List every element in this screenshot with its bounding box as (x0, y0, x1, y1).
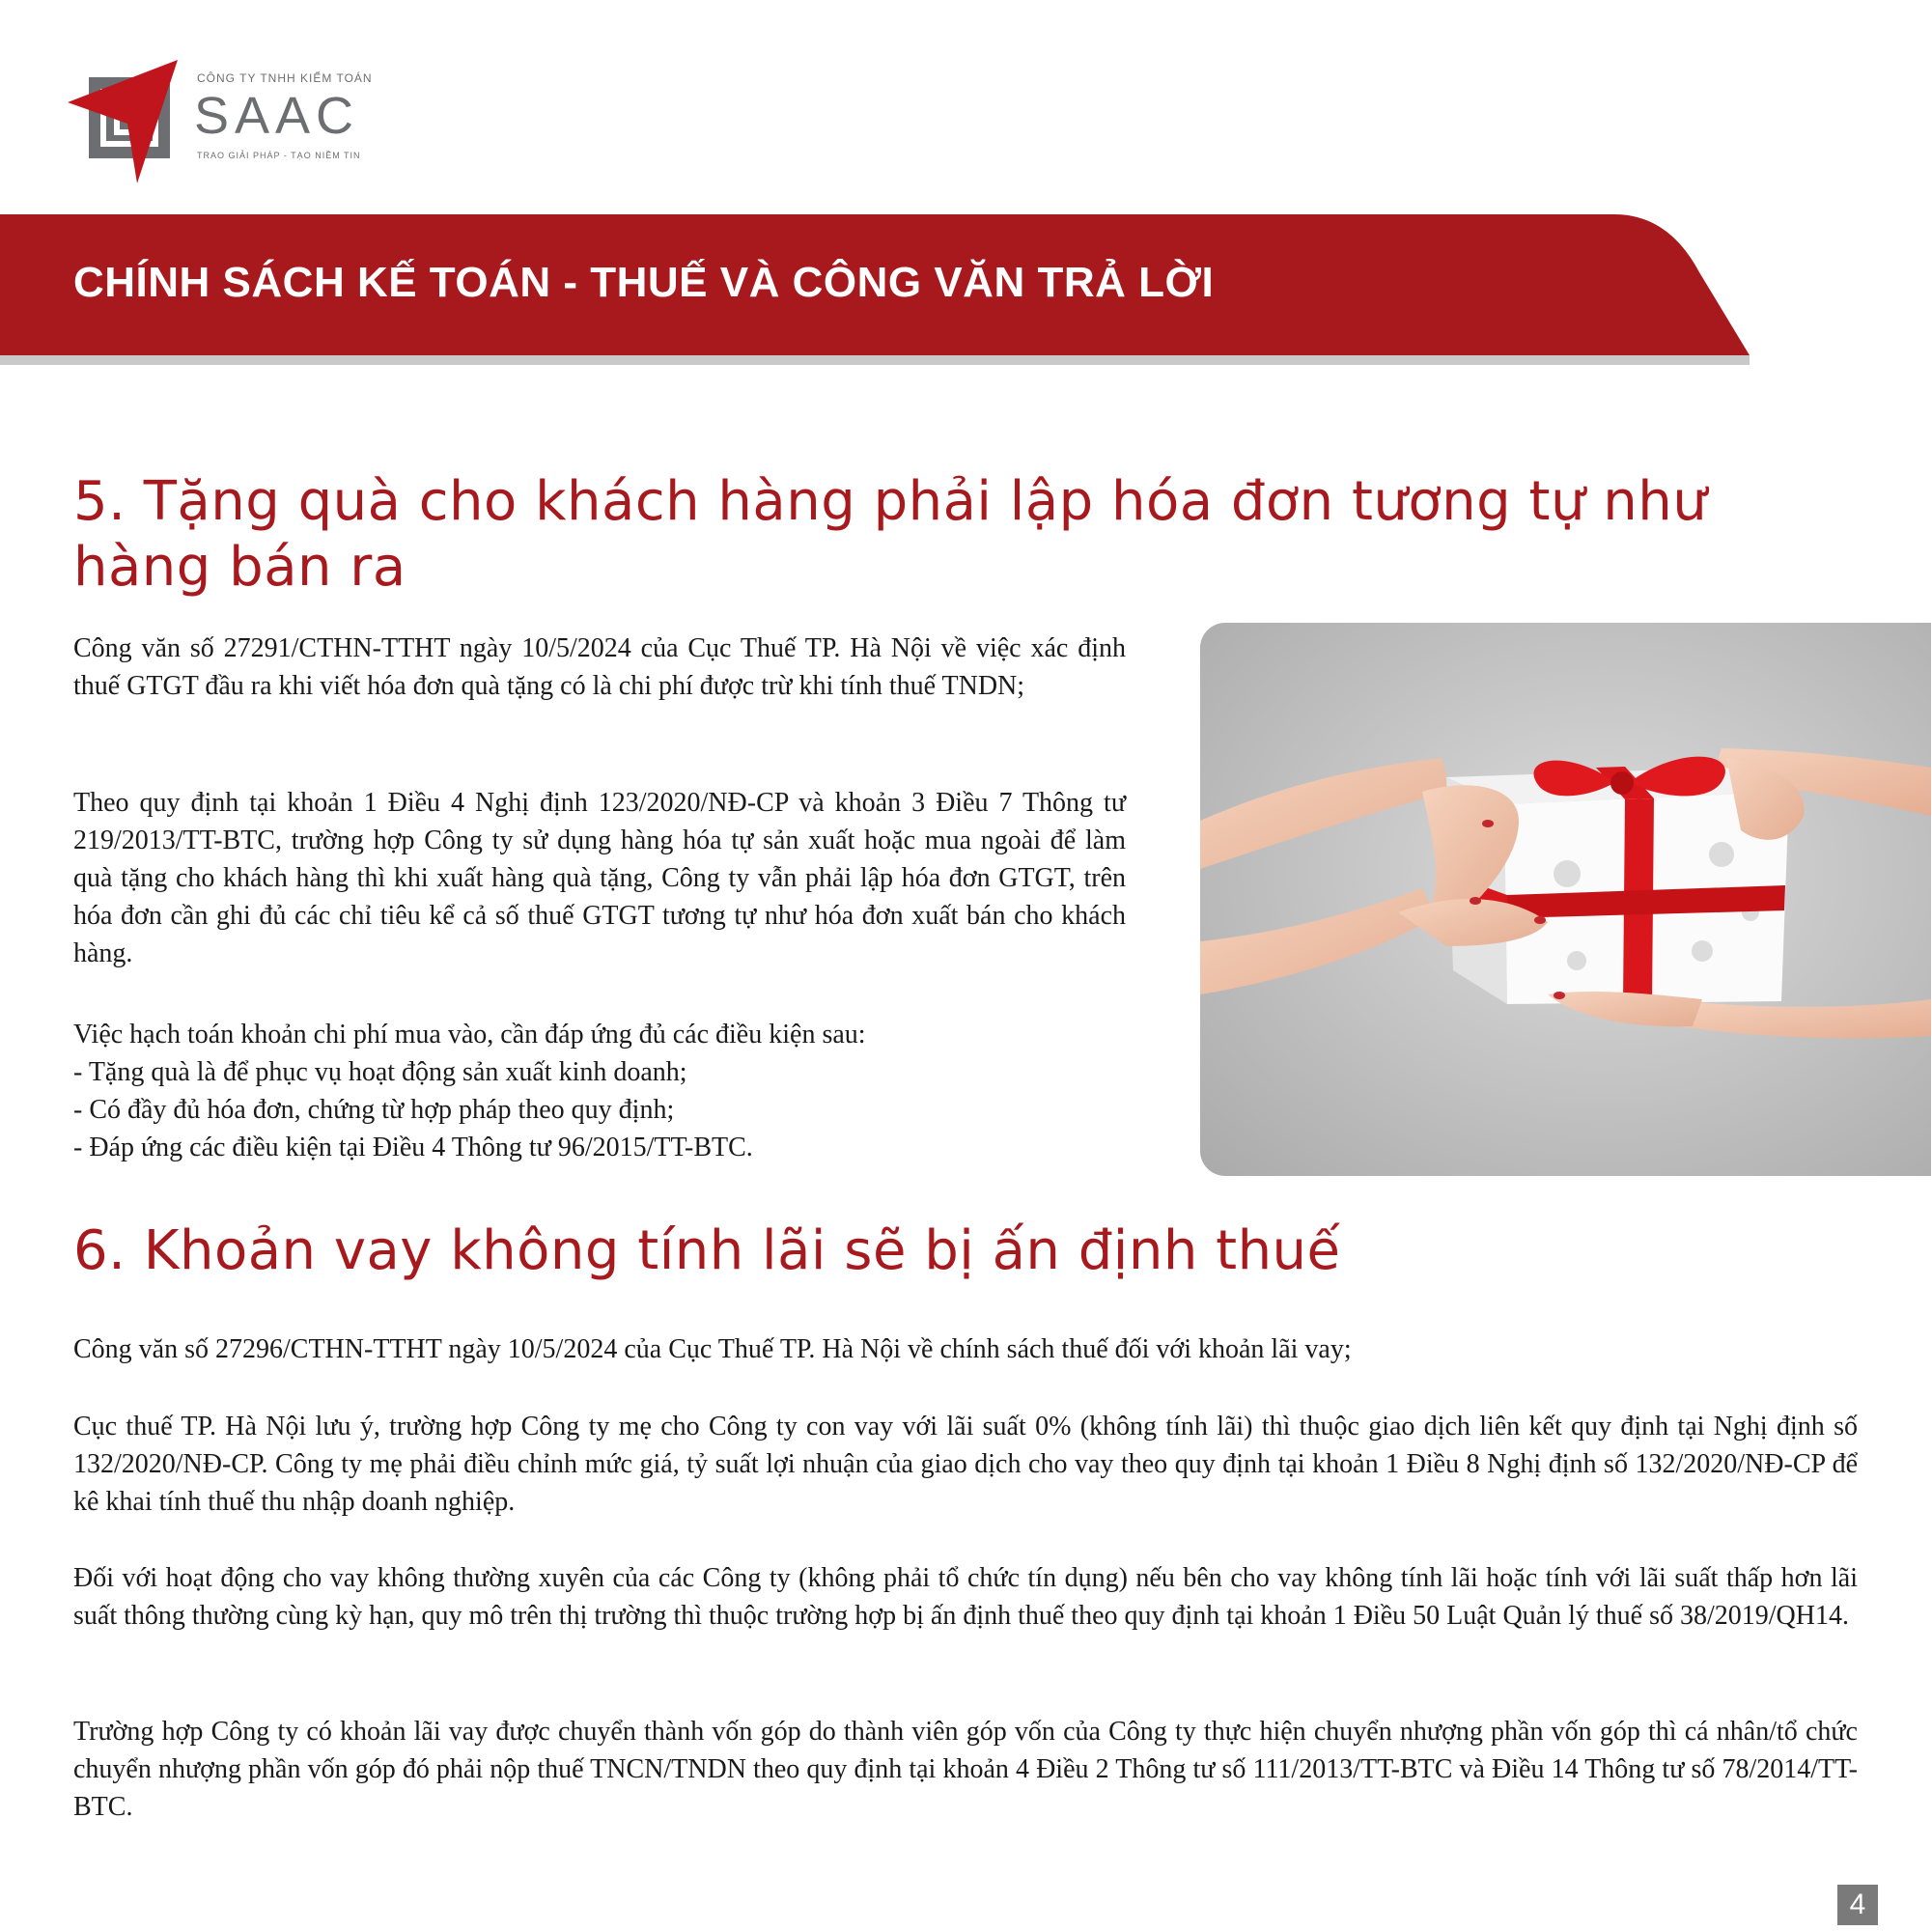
section-6-paragraph-2: Cục thuế TP. Hà Nội lưu ý, trường hợp Công ty mẹ cho Công ty con vay với lãi suất 0% (không tính lãi) thì thuộc giao dịch liên kết quy định tại Nghị định số 132/2020/NĐ-CP. Công ty mẹ phải điều chỉnh mức giá, tỷ suất lợi nhuận của giao dịch cho vay theo quy định tại khoản 1 Điều 8 Nghị định số 132/2020/NĐ-CP để kê khai tính thuế thu nhập doanh nghiệp. (73, 1412, 1858, 1517)
gift-handover-photo (1200, 623, 1931, 1176)
page-number: 4 (1837, 1885, 1878, 1925)
section-5-paragraph-2: Theo quy định tại khoản 1 Điều 4 Nghị định 123/2020/NĐ-CP và khoản 3 Điều 7 Thông tư 219/2013/TT-BTC, trường hợp Công ty sử dụng hàng hóa tự sản xuất hoặc mua ngoài để làm quà tặng cho khách hàng thì khi xuất hàng quà tặng, Công ty vẫn phải lập hóa đơn GTGT, trên hóa đơn cần ghi đủ các chỉ tiêu kể cả số thuế GTGT tương tự như hóa đơn xuất bán cho khách hàng. (73, 788, 1126, 968)
logo-name: SAAC (194, 87, 360, 145)
conditions-intro: Việc hạch toán khoản chi phí mua vào, cần đáp ứng đủ các điều kiện sau: (73, 1020, 866, 1049)
list-item: - Tặng quà là để phục vụ hoạt động sản xuất kinh doanh; (73, 1057, 687, 1087)
header-banner (0, 214, 1757, 369)
section-6-heading: 6. Khoản vay không tính lãi sẽ bị ấn định thuế (73, 1219, 1341, 1282)
saac-logo-mark-icon (68, 60, 193, 185)
banner-title: CHÍNH SÁCH KẾ TOÁN - THUẾ VÀ CÔNG VĂN TRẢ LỜI (73, 259, 1215, 306)
section-5-paragraph-1: Công văn số 27291/CTHN-TTHT ngày 10/5/2024 của Cục Thuế TP. Hà Nội về việc xác định thuế GTGT đầu ra khi viết hóa đơn quà tặng có là chi phí được trừ khi tính thuế TNDN; (73, 633, 1126, 701)
logo-tagline: TRAO GIẢI PHÁP - TẠO NIỀM TIN (197, 151, 361, 160)
list-item: - Đáp ứng các điều kiện tại Điều 4 Thông tư 96/2015/TT-BTC. (73, 1133, 753, 1162)
company-logo (68, 60, 386, 185)
section-6-paragraph-1: Công văn số 27296/CTHN-TTHT ngày 10/5/2024 của Cục Thuế TP. Hà Nội về chính sách thuế đối với khoản lãi vay; (73, 1334, 1352, 1364)
section-6-paragraph-4: Trường hợp Công ty có khoản lãi vay được chuyển thành vốn góp do thành viên góp vốn của Công ty thực hiện chuyển nhượng phần vốn góp thì cá nhân/tổ chức chuyển nhượng phần vốn góp đó phải nộp thuế TNCN/TNDN theo quy định tại khoản 4 Điều 2 Thông tư số 111/2013/TT-BTC và Điều 14 Thông tư số 78/2014/TT-BTC. (73, 1717, 1858, 1822)
section-5-conditions (73, 1016, 1126, 1166)
list-item: - Có đầy đủ hóa đơn, chứng từ hợp pháp theo quy định; (73, 1095, 675, 1125)
section-6-paragraph-3: Đối với hoạt động cho vay không thường xuyên của các Công ty (không phải tổ chức tín dụng) nếu bên cho vay không tính lãi hoặc tính với lãi suất thấp hơn lãi suất thông thường cùng kỳ hạn, quy mô trên thị trường thì thuộc trường hợp bị ấn định thuế theo quy định tại khoản 1 Điều 50 Luật Quản lý thuế số 38/2019/QH14. (73, 1563, 1858, 1631)
section-5-heading: 5. Tặng quà cho khách hàng phải lập hóa đơn tương tự như hàng bán ra (73, 470, 1708, 599)
logo-company-type: CÔNG TY TNHH KIỂM TOÁN (197, 71, 373, 85)
